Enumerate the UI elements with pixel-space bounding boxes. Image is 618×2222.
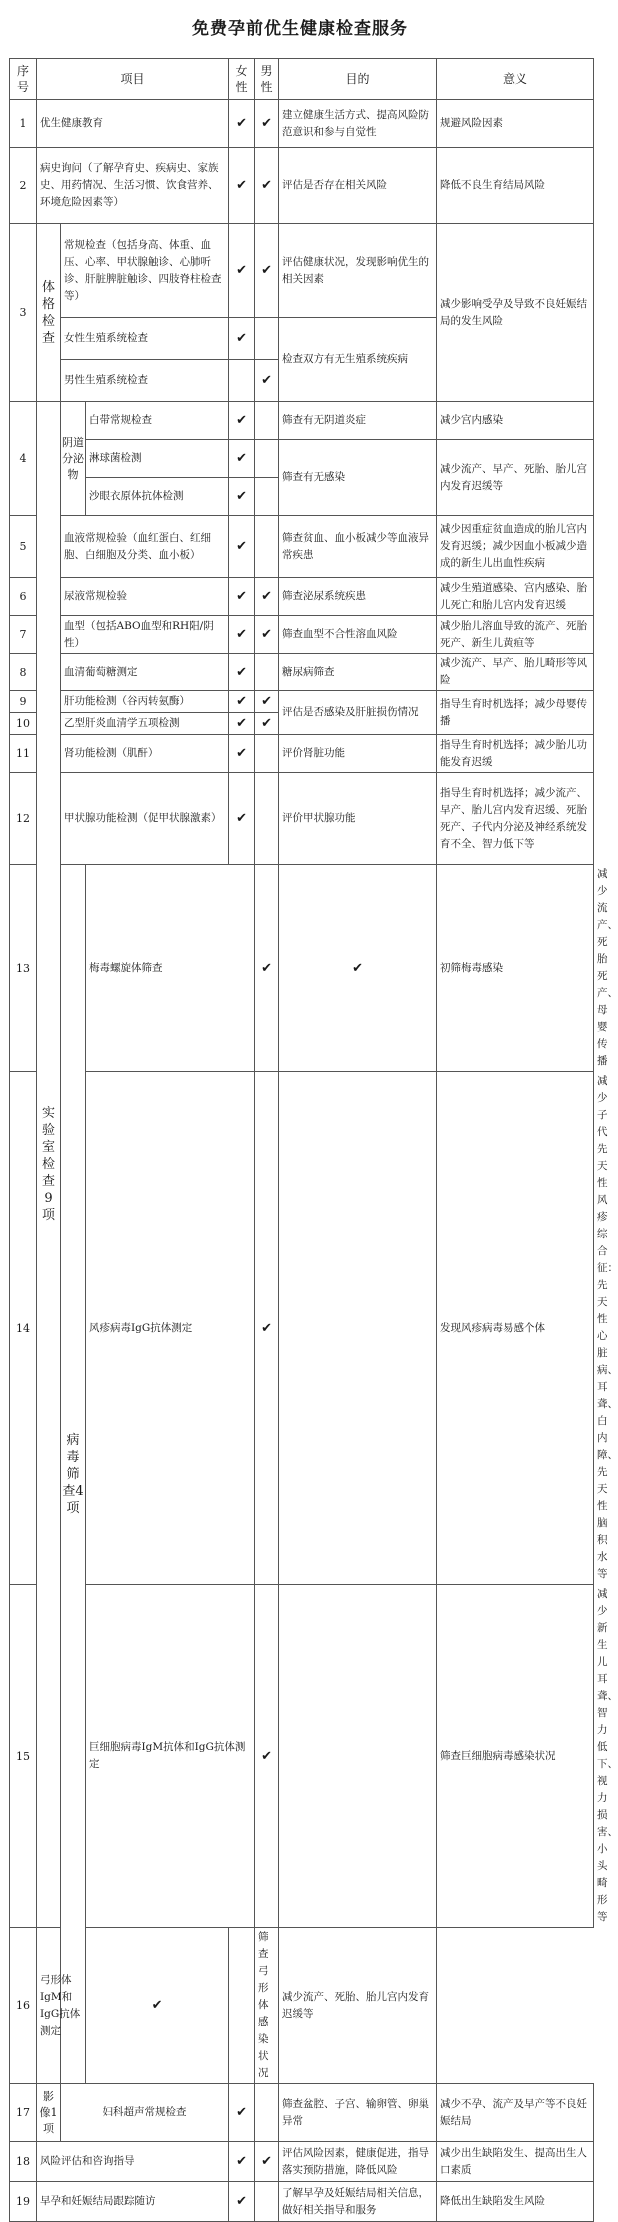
table-row [10, 2142, 594, 2182]
row-purpose: 评价肾脏功能 [279, 735, 437, 773]
row-item: 乙型肝炎血清学五项检测 [61, 713, 229, 735]
row-no: 6 [10, 578, 37, 616]
female-check: ✔ [229, 478, 255, 516]
table-row: 15 巨细胞病毒IgM抗体和IgG抗体测定 ✔ 筛查巨细胞病毒感染状况 减少新生儿耳聋、智力低下、视力损害、小头畸形等 [10, 1585, 594, 1928]
header-row [10, 59, 594, 100]
row-item: 尿液常规检验 [61, 578, 229, 616]
row-item: 血清葡萄糖测定 [61, 654, 229, 691]
row-item: 风险评估和咨询指导 [37, 2142, 229, 2182]
row-purpose: 筛查有无阴道炎症 [279, 402, 437, 440]
row-meaning: 减少影响受孕及导致不良妊娠结局的发生风险 [437, 224, 594, 402]
group-imaging: 影像1项 [37, 2084, 61, 2142]
row-purpose: 筛查有无感染 [279, 440, 437, 516]
row-meaning: 减少流产、早产、胎儿畸形等风险 [437, 654, 594, 691]
row-no: 8 [10, 654, 37, 691]
female-check: ✔ [255, 865, 279, 1072]
row-item: 肝功能检测（谷丙转氨酶） [61, 691, 229, 713]
table-row [10, 100, 594, 148]
female-check: ✔ [229, 318, 255, 360]
row-no: 15 [10, 1585, 37, 1928]
table-row: 13 病毒筛查4项 梅毒螺旋体筛查 ✔ ✔ 初筛梅毒感染 减少流产、死胎死产、母婴传播 [10, 865, 594, 1072]
table-row [10, 691, 594, 713]
row-meaning: 减少宫内感染 [437, 402, 594, 440]
row-purpose: 检查双方有无生殖系统疾病 [279, 318, 437, 402]
row-item: 肾功能检测（肌酐） [61, 735, 229, 773]
table-row [10, 1928, 594, 2084]
row-purpose: 糖尿病筛查 [279, 654, 437, 691]
row-meaning: 减少生殖道感染、宫内感染、胎儿死亡和胎儿宫内发育迟缓 [437, 578, 594, 616]
row-purpose: 评估是否存在相关风险 [279, 148, 437, 224]
row-item: 梅毒螺旋体筛查 [86, 865, 255, 1072]
row-purpose: 评估是否感染及肝脏损伤情况 [279, 691, 437, 735]
row-no: 12 [10, 773, 37, 865]
male-check: ✔ [255, 616, 279, 654]
row-no: 9 [10, 691, 37, 713]
table-row [10, 773, 594, 865]
row-no: 10 [10, 713, 37, 735]
male-check: ✔ [255, 713, 279, 735]
table-row [10, 440, 594, 478]
female-check: ✔ [229, 148, 255, 224]
row-item: 女性生殖系统检查 [61, 318, 229, 360]
row-no: 19 [10, 2182, 37, 2222]
row-no: 17 [10, 2084, 37, 2142]
row-purpose: 筛查弓形体感染状况 [255, 1928, 279, 2084]
row-no: 3 [10, 224, 37, 402]
female-check: ✔ [229, 691, 255, 713]
female-check: ✔ [229, 100, 255, 148]
header-no: 序号 [10, 59, 37, 100]
row-purpose: 筛查贫血、血小板减少等血液异常疾患 [279, 516, 437, 578]
female-check: ✔ [255, 1072, 279, 1585]
row-no: 1 [10, 100, 37, 148]
table-row [10, 2182, 594, 2222]
row-meaning: 指导生育时机选择；减少胎儿功能发育迟缓 [437, 735, 594, 773]
header-female: 女性 [229, 59, 255, 100]
female-check: ✔ [229, 2084, 255, 2142]
header-meaning: 意义 [437, 59, 594, 100]
female-check: ✔ [229, 735, 255, 773]
row-meaning: 指导生育时机选择；减少流产、早产、胎儿宫内发育迟缓、死胎死产、子代内分泌及神经系统发育不全、智力低下等 [437, 773, 594, 865]
male-check: ✔ [255, 691, 279, 713]
row-no: 7 [10, 616, 37, 654]
table-row [10, 402, 594, 440]
row-meaning: 减少流产、早产、死胎、胎儿宫内发育迟缓等 [437, 440, 594, 516]
male-check: ✔ [255, 148, 279, 224]
table-row [10, 2084, 594, 2142]
row-item: 弓形体IgM和IgG抗体测定 [37, 1928, 86, 2084]
row-no: 13 [10, 865, 37, 1072]
row-no: 2 [10, 148, 37, 224]
row-meaning: 降低不良生育结局风险 [437, 148, 594, 224]
female-check: ✔ [255, 1585, 279, 1928]
row-item: 血液常规检验（血红蛋白、红细胞、白细胞及分类、血小板） [61, 516, 229, 578]
row-item: 血型（包括ABO血型和RH阳/阴性） [61, 616, 229, 654]
female-check: ✔ [229, 654, 255, 691]
female-check: ✔ [229, 402, 255, 440]
page-title: 免费孕前优生健康检查服务 [192, 19, 408, 39]
row-no: 4 [10, 402, 37, 516]
row-item: 沙眼衣原体抗体检测 [86, 478, 229, 516]
row-item: 男性生殖系统检查 [61, 360, 229, 402]
row-meaning: 减少因重症贫血造成的胎儿宫内发育迟缓；减少因血小板减少造成的新生儿出血性疾病 [437, 516, 594, 578]
row-item: 风疹病毒IgG抗体测定 [86, 1072, 255, 1585]
row-meaning: 减少不孕、流产及早产等不良妊娠结局 [437, 2084, 594, 2142]
table-row [10, 616, 594, 654]
male-check: ✔ [255, 100, 279, 148]
header-purpose: 目的 [279, 59, 437, 100]
female-check: ✔ [229, 616, 255, 654]
row-no: 16 [10, 1928, 37, 2084]
row-item: 白带常规检查 [86, 402, 229, 440]
female-check: ✔ [229, 224, 255, 318]
row-item: 优生健康教育 [37, 100, 229, 148]
group-physical: 体格检查 [37, 224, 61, 402]
row-meaning: 减少出生缺陷发生、提高出生人口素质 [437, 2142, 594, 2182]
row-purpose: 筛查血型不合性溶血风险 [279, 616, 437, 654]
row-no: 11 [10, 735, 37, 773]
female-check: ✔ [86, 1928, 229, 2084]
table-row [10, 735, 594, 773]
row-no: 14 [10, 1072, 37, 1585]
table-row [10, 578, 594, 616]
row-purpose: 评估健康状况，发现影响优生的相关因素 [279, 224, 437, 318]
row-item: 淋球菌检测 [86, 440, 229, 478]
female-check: ✔ [229, 2142, 255, 2182]
row-purpose: 筛查泌尿系统疾患 [279, 578, 437, 616]
row-meaning: 减少流产、死胎、胎儿宫内发育迟缓等 [279, 1928, 437, 2084]
row-meaning: 降低出生缺陷发生风险 [437, 2182, 594, 2222]
row-meaning: 减少胎儿溶血导致的流产、死胎死产、新生儿黄疸等 [437, 616, 594, 654]
female-check: ✔ [229, 578, 255, 616]
female-check: ✔ [229, 2182, 255, 2222]
male-check: ✔ [255, 578, 279, 616]
header-male: 男性 [255, 59, 279, 100]
female-check: ✔ [229, 773, 255, 865]
table-row [10, 654, 594, 691]
female-check: ✔ [229, 440, 255, 478]
row-purpose: 评价甲状腺功能 [279, 773, 437, 865]
male-check: ✔ [255, 360, 279, 402]
male-check: ✔ [255, 224, 279, 318]
checkup-table [9, 58, 618, 2222]
row-purpose: 发现风疹病毒易感个体 [437, 1072, 594, 1585]
row-purpose: 筛查盆腔、子宫、输卵管、卵巢异常 [279, 2084, 437, 2142]
table-row [10, 148, 594, 224]
row-item: 病史询问（了解孕育史、疾病史、家族史、用药情况、生活习惯、饮食营养、环境危险因素等） [37, 148, 229, 224]
row-item: 巨细胞病毒IgM抗体和IgG抗体测定 [86, 1585, 255, 1928]
row-purpose: 了解早孕及妊娠结局相关信息，做好相关指导和服务 [279, 2182, 437, 2222]
row-no: 5 [10, 516, 37, 578]
female-check: ✔ [229, 713, 255, 735]
male-check: ✔ [255, 2142, 279, 2182]
table-row [10, 516, 594, 578]
row-item: 早孕和妊娠结局跟踪随访 [37, 2182, 229, 2222]
row-purpose: 建立健康生活方式、提高风险防范意识和参与自觉性 [279, 100, 437, 148]
group-lab: 实验室检查9项 [37, 402, 61, 1928]
row-meaning: 指导生育时机选择；减少母婴传播 [437, 691, 594, 735]
row-purpose: 评估风险因素，健康促进，指导落实预防措施，降低风险 [279, 2142, 437, 2182]
group-virus: 病毒筛查4项 [61, 865, 86, 2084]
table-row [10, 224, 594, 318]
header-item: 项目 [37, 59, 229, 100]
female-check: ✔ [229, 516, 255, 578]
row-purpose: 筛查巨细胞病毒感染状况 [437, 1585, 594, 1928]
row-meaning: 规避风险因素 [437, 100, 594, 148]
row-item: 常规检查（包括身高、体重、血压、心率、甲状腺触诊、心肺听诊、肝脏脾脏触诊、四肢脊柱检查等） [61, 224, 229, 318]
row-item: 甲状腺功能检测（促甲状腺激素） [61, 773, 229, 865]
row-no: 18 [10, 2142, 37, 2182]
row-item: 妇科超声常规检查 [61, 2084, 229, 2142]
male-check: ✔ [279, 865, 437, 1072]
table-row: 14 风疹病毒IgG抗体测定 ✔ 发现风疹病毒易感个体 减少子代先天性风疹综合征：先天性心脏病、耳聋、白内障、先天性脑积水等 [10, 1072, 594, 1585]
group-vaginal: 阴道分泌物 [61, 402, 86, 516]
row-purpose: 初筛梅毒感染 [437, 865, 594, 1072]
